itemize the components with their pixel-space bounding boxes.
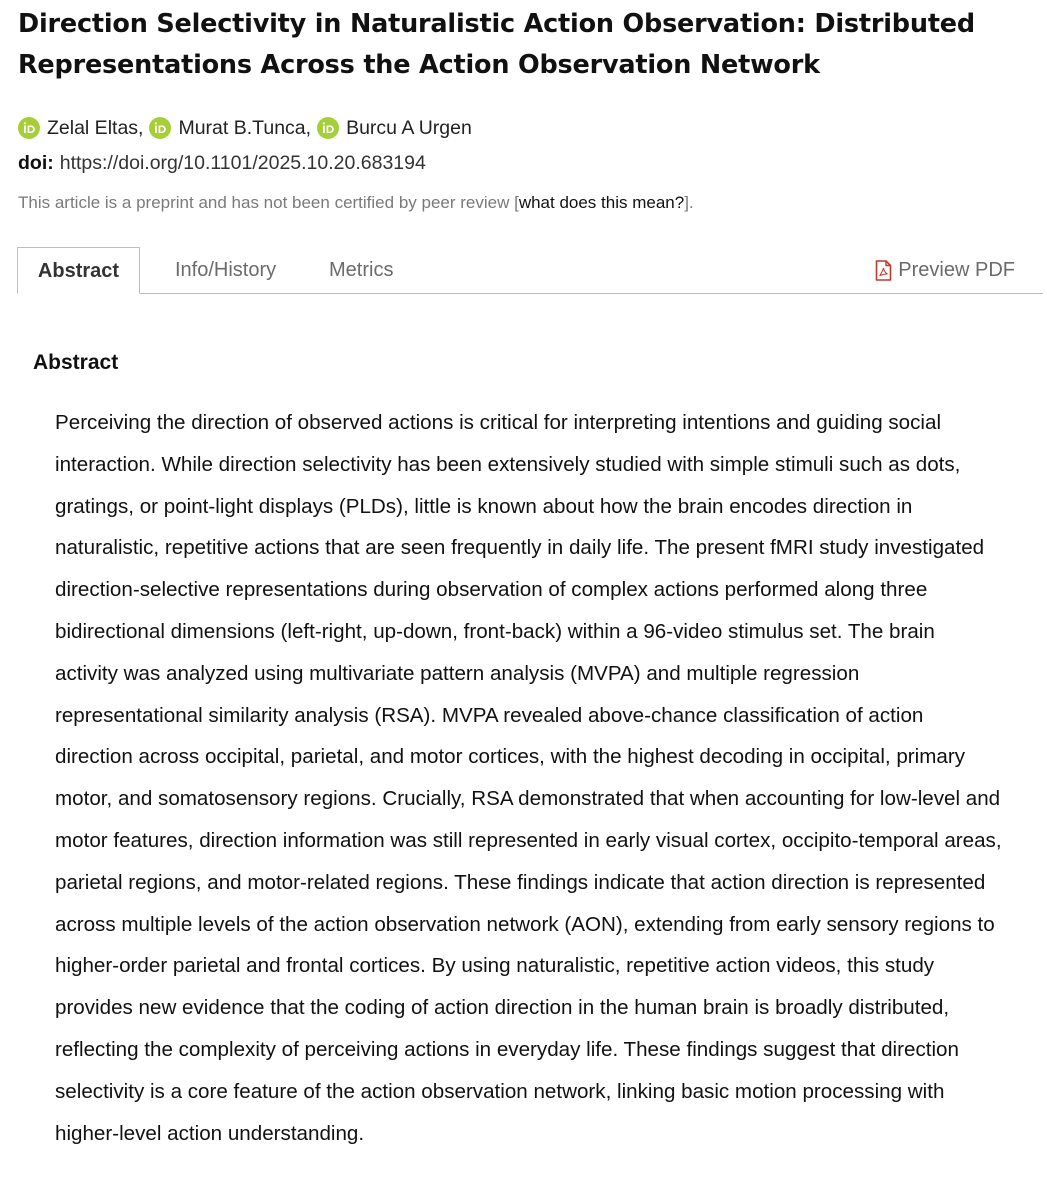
what-does-this-mean-link[interactable]: what does this mean? [518, 193, 685, 212]
article-title: Direction Selectivity in Naturalistic Action Observation: Distributed Representations Across the Action Observation Network [18, 9, 975, 80]
preview-pdf-button[interactable] [875, 247, 1015, 293]
author-name[interactable]: Murat B.Tunca [178, 116, 306, 139]
preprint-note-text: This article is a preprint and has not been certified by peer review [ [18, 193, 519, 212]
doi-row [18, 150, 1038, 176]
doi-link[interactable]: https://doi.org/10.1101/2025.10.20.683194 [59, 152, 426, 174]
orcid-icon[interactable] [149, 117, 171, 139]
preprint-note-suffix: ]. [684, 193, 694, 212]
author-item[interactable] [149, 117, 311, 140]
preview-pdf-label[interactable]: Preview PDF [898, 259, 1015, 281]
tab-info-history[interactable]: Info/History [175, 259, 277, 281]
article-header [18, 0, 1038, 214]
author-item[interactable] [317, 117, 472, 140]
author-separator: , [305, 116, 312, 139]
author-name[interactable]: Burcu A Urgen [346, 116, 472, 139]
author-name[interactable]: Zelal Eltas [47, 116, 139, 139]
orcid-icon[interactable] [317, 117, 339, 139]
tab-metrics[interactable]: Metrics [329, 259, 394, 281]
preprint-notice [18, 192, 1038, 214]
doi-label: doi: [18, 152, 54, 174]
abstract-heading: Abstract [33, 351, 119, 374]
orcid-icon[interactable] [18, 117, 40, 139]
tab-abstract[interactable]: Abstract [17, 247, 140, 294]
author-separator: , [138, 116, 144, 139]
pdf-file-icon [875, 260, 892, 281]
author-list [18, 115, 1038, 141]
author-item[interactable] [18, 117, 143, 140]
abstract-text: Perceiving the direction of observed actions is critical for interpreting intentions and guiding social interaction. While direction selectivity has been extensively studied with simple stimuli such as dots, gratings, or point-light displays (PLDs), little is known about how the brain encodes direction in naturalistic, repetitive actions that are seen frequently in daily life. The present fMRI study investigated direction-selective representations during observation of complex actions performed along three bidirectional dimensions (left-right, up-down, front-back) within a 96-video stimulus set. The brain activity was analyzed using multivariate pattern analysis (MVPA) and multiple regression representational similarity analysis (RSA). MVPA revealed above-chance classification of action direction across occipital, parietal, and motor cortices, with the highest decoding in occipital, primary motor, and somatosensory regions. Crucially, RSA demonstrated that when accounting for low-level and motor features, direction information was still represented in early visual cortex, occipito-temporal areas, parietal regions, and motor-related regions. These findings indicate that action direction is represented across multiple levels of the action observation network (AON), extending from early sensory regions to higher-order parietal and frontal cortices. By using naturalistic, repetitive action videos, this study provides new evidence that the coding of action direction in the human brain is broadly distributed, reflecting the complexity of perceiving actions in everyday life. These findings suggest that direction selectivity is a core feature of the action observation network, linking basic motion processing with higher-level action understanding. [55, 411, 1002, 1145]
article-tabs [17, 247, 1043, 294]
